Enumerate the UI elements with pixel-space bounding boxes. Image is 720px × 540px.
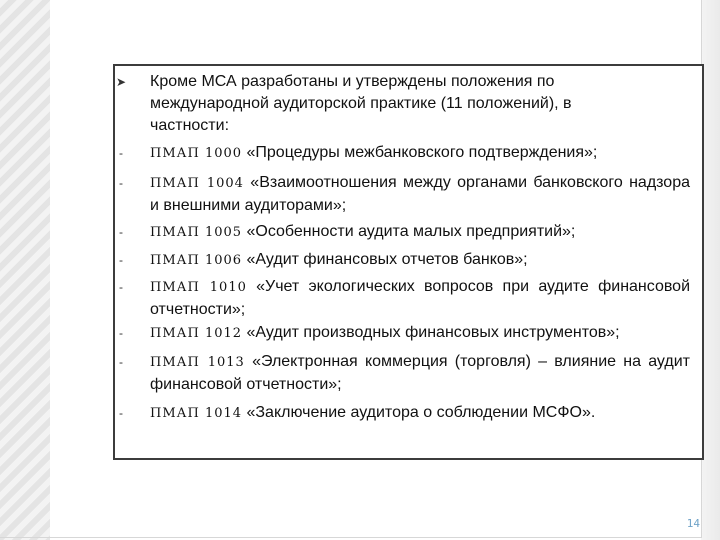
standard-code: ПМАП 1010 [150, 280, 247, 295]
page-number: 14 [686, 517, 700, 530]
standard-title: «Заключение аудитора о соблюдении МСФО». [242, 404, 596, 421]
intro-line-3: частности: [150, 117, 230, 134]
standard-title: «Особенности аудита малых предприятий»; [242, 223, 576, 240]
standard-title: «Учет экологических вопросов при аудите финансовой отчетности»; [150, 278, 691, 318]
dash-bullet: - [119, 326, 123, 340]
standard-code: ПМАП 1005 [150, 225, 243, 240]
dash-bullet: - [119, 146, 123, 160]
dash-bullet: - [119, 225, 123, 239]
standard-title: «Аудит финансовых отчетов банков»; [242, 251, 528, 268]
dash-bullet: - [119, 176, 123, 190]
intro-line-1: Кроме МСА разработаны и утверждены положения по [150, 73, 555, 90]
dash-bullet: - [119, 280, 123, 294]
arrow-bullet-icon: ➤ [115, 75, 127, 89]
standard-code: ПМАП 1006 [150, 253, 243, 268]
dash-bullet: - [119, 253, 123, 267]
standard-title: «Аудит производных финансовых инструментов»; [242, 324, 620, 341]
standard-code: ПМАП 1013 [150, 355, 245, 370]
dash-bullet: - [119, 406, 123, 420]
standard-title: «Процедуры межбанковского подтверждения»; [242, 144, 598, 161]
standard-code: ПМАП 1014 [150, 406, 243, 421]
intro-line-2: международной аудиторской практике (11 положений), в [150, 95, 572, 112]
standard-title: «Электронная коммерция (торговля) – влияние на аудит финансовой отчетности»; [150, 353, 691, 393]
standard-code: ПМАП 1004 [150, 176, 244, 191]
dash-bullet: - [119, 355, 123, 369]
standard-code: ПМАП 1000 [150, 146, 243, 161]
standard-code: ПМАП 1012 [150, 326, 243, 341]
content-box [113, 64, 704, 460]
standard-title: «Взаимоотношения между органами банковского надзора и внешними аудиторами»; [150, 174, 691, 214]
